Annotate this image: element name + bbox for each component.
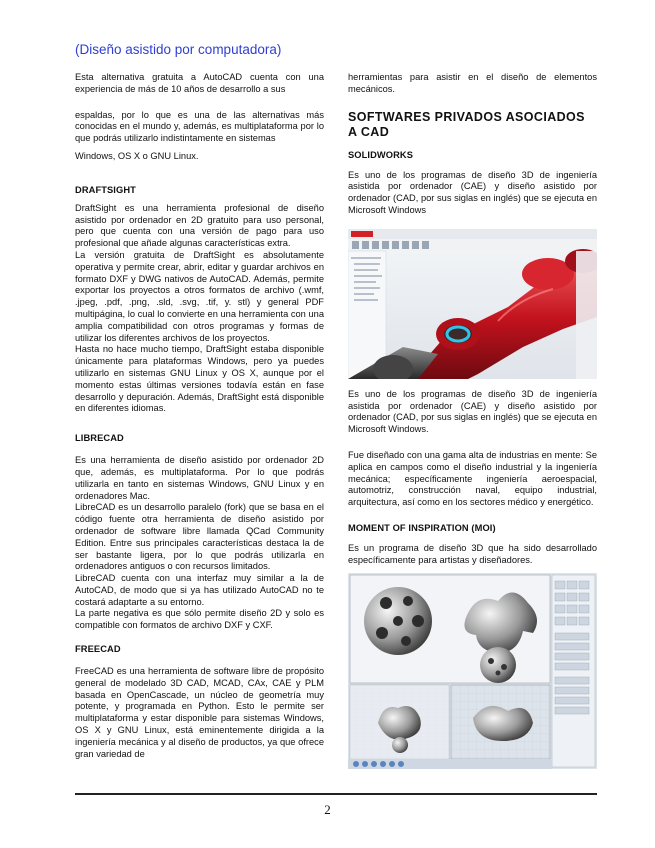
draftsight-p2: La versión gratuita de DraftSight es absolutamente operativa y permite crear, abrir, editar y guardar archivos en formato DXF y DWG nativos de AutoCAD. Además, permite exportar los proyectos a otros formatos de archivo (.wmf, .jpeg, .pdf, .png, .sld, .svg, .tif, y. stl) y general PDF multipágina, lo cual lo convierte en una herramienta con una amplia compatibilidad con otros programas y formas de utilizar los diferentes archivos de los proyectos. (75, 249, 324, 343)
solidworks-p3: Fue diseñado con una gama alta de industrias en mente: Se aplica en campos como el diseño industrial y la ingeniería mecánica; específicamente ingeniería aeroespacial, automotriz, construcción naval, equipo industrial, arquitectura, así como en los sectores médico y energético. (348, 449, 597, 508)
intro-paragraph-2: espaldas, por lo que es una de las alternativas más conocidas en el mundo y, además, es multiplataforma por lo que podrás utilizarlo indistintamente en sistemas (75, 109, 324, 144)
right-column (348, 72, 597, 769)
librecad-p1: Es una herramienta de diseño asistido por ordenador 2D que, además, es multiplataforma. Por lo que podrás utilizarla en tanto en sistemas Windows, GNU Linux y en ordenadores Mac. (75, 455, 324, 501)
librecad-p4: La parte negativa es que sólo permite diseño 2D y solo es compatible con formatos de archivo DXF y CXF. (75, 608, 324, 631)
freecad-p1: FreeCAD es una herramienta de software libre de propósito general de modelado 3D CAD, MCAD, CAx, CAE y PLM basada en OpenCascade, un núcleo de geometría muy potente, y programada en Python. Esto le permite ser multiplataforma y estar disponible para sistemas Windows, OS X y GNU Linux, está eminentemente dirigida a la ingeniería mecánica y al diseño de productos, ya que ofrece gran variedad de (75, 666, 324, 759)
intro-paragraph-1: Esta alternativa gratuita a AutoCAD cuenta con una experiencia de más de 10 años de desarrollo a sus (75, 72, 324, 94)
draftsight-p3: Hasta no hace mucho tiempo, DraftSight estaba disponible únicamente para plataformas Windows, pero ya puedes utilizarlo en sistemas GNU Linux y OS X, aunque por el momento estas últimas versiones todavía están en fase desarrollo y depuración. Además, DraftSight está disponible en diferentes idiomas. (75, 344, 324, 414)
intro-paragraph-3: Windows, OS X o GNU Linux. (75, 150, 199, 161)
solidworks-screenshot (348, 229, 597, 379)
solidworks-heading: SOLIDWORKS (348, 149, 414, 160)
moi-illustration (348, 573, 597, 769)
left-column (75, 72, 324, 760)
librecad-p2: LibreCAD es un desarrollo paralelo (fork) que se basa en el código fuente otra herramienta de diseño asistido por ordenador de software libre llamada QCad Community Edition. Entre sus principales características destaca la de ser bastante ligera, por lo que podrás utilizarla en ordenadores antiguos o con recursos limitados. (75, 502, 324, 572)
section-heading: SOFTWARES PRIVADOS ASOCIADOS A CAD (348, 109, 585, 139)
freecad-heading: FREECAD (75, 644, 121, 655)
footer-rule (75, 793, 597, 795)
solidworks-p2: Es uno de los programas de diseño 3D de ingeniería asistida por ordenador (CAE) y diseño asistido por ordenador (CAD, por sus siglas en inglés) que se ejecuta en Microsoft Windows. (348, 388, 597, 435)
draftsight-p1: DraftSight es una herramienta profesional de diseño asistido por ordenador en 2D gratuito para uso personal, pero que cuenta con una versión de pago para uso profesional que añade algunas características extra. (75, 202, 324, 249)
page-header: (Diseño asistido por computadora) (75, 42, 282, 57)
moi-heading: MOMENT OF INSPIRATION (MOI) (348, 522, 496, 533)
draftsight-heading: DRAFTSIGHT (75, 184, 136, 195)
page-number: 2 (324, 802, 331, 817)
moi-screenshot (348, 573, 597, 769)
solidworks-illustration (348, 229, 597, 379)
librecad-p3: LibreCAD cuenta con una interfaz muy similar a la de AutoCAD, de modo que si ya has utilizado AutoCAD no te costará adaptarte a su entorno. (75, 573, 324, 607)
solidworks-p1: Es uno de los programas de diseño 3D de ingeniería asistida por ordenador (CAE) y diseño asistido por ordenador (CAD, por sus siglas en inglés) que se ejecuta en Microsoft Windows (348, 169, 597, 215)
librecad-heading: LIBRECAD (75, 433, 124, 444)
freecad-continuation: herramientas para asistir en el diseño de elementos mecánicos. (348, 72, 597, 94)
moi-p1: Es un programa de diseño 3D que ha sido desarrollado específicamente para artistas y diseñadores. (348, 542, 597, 565)
